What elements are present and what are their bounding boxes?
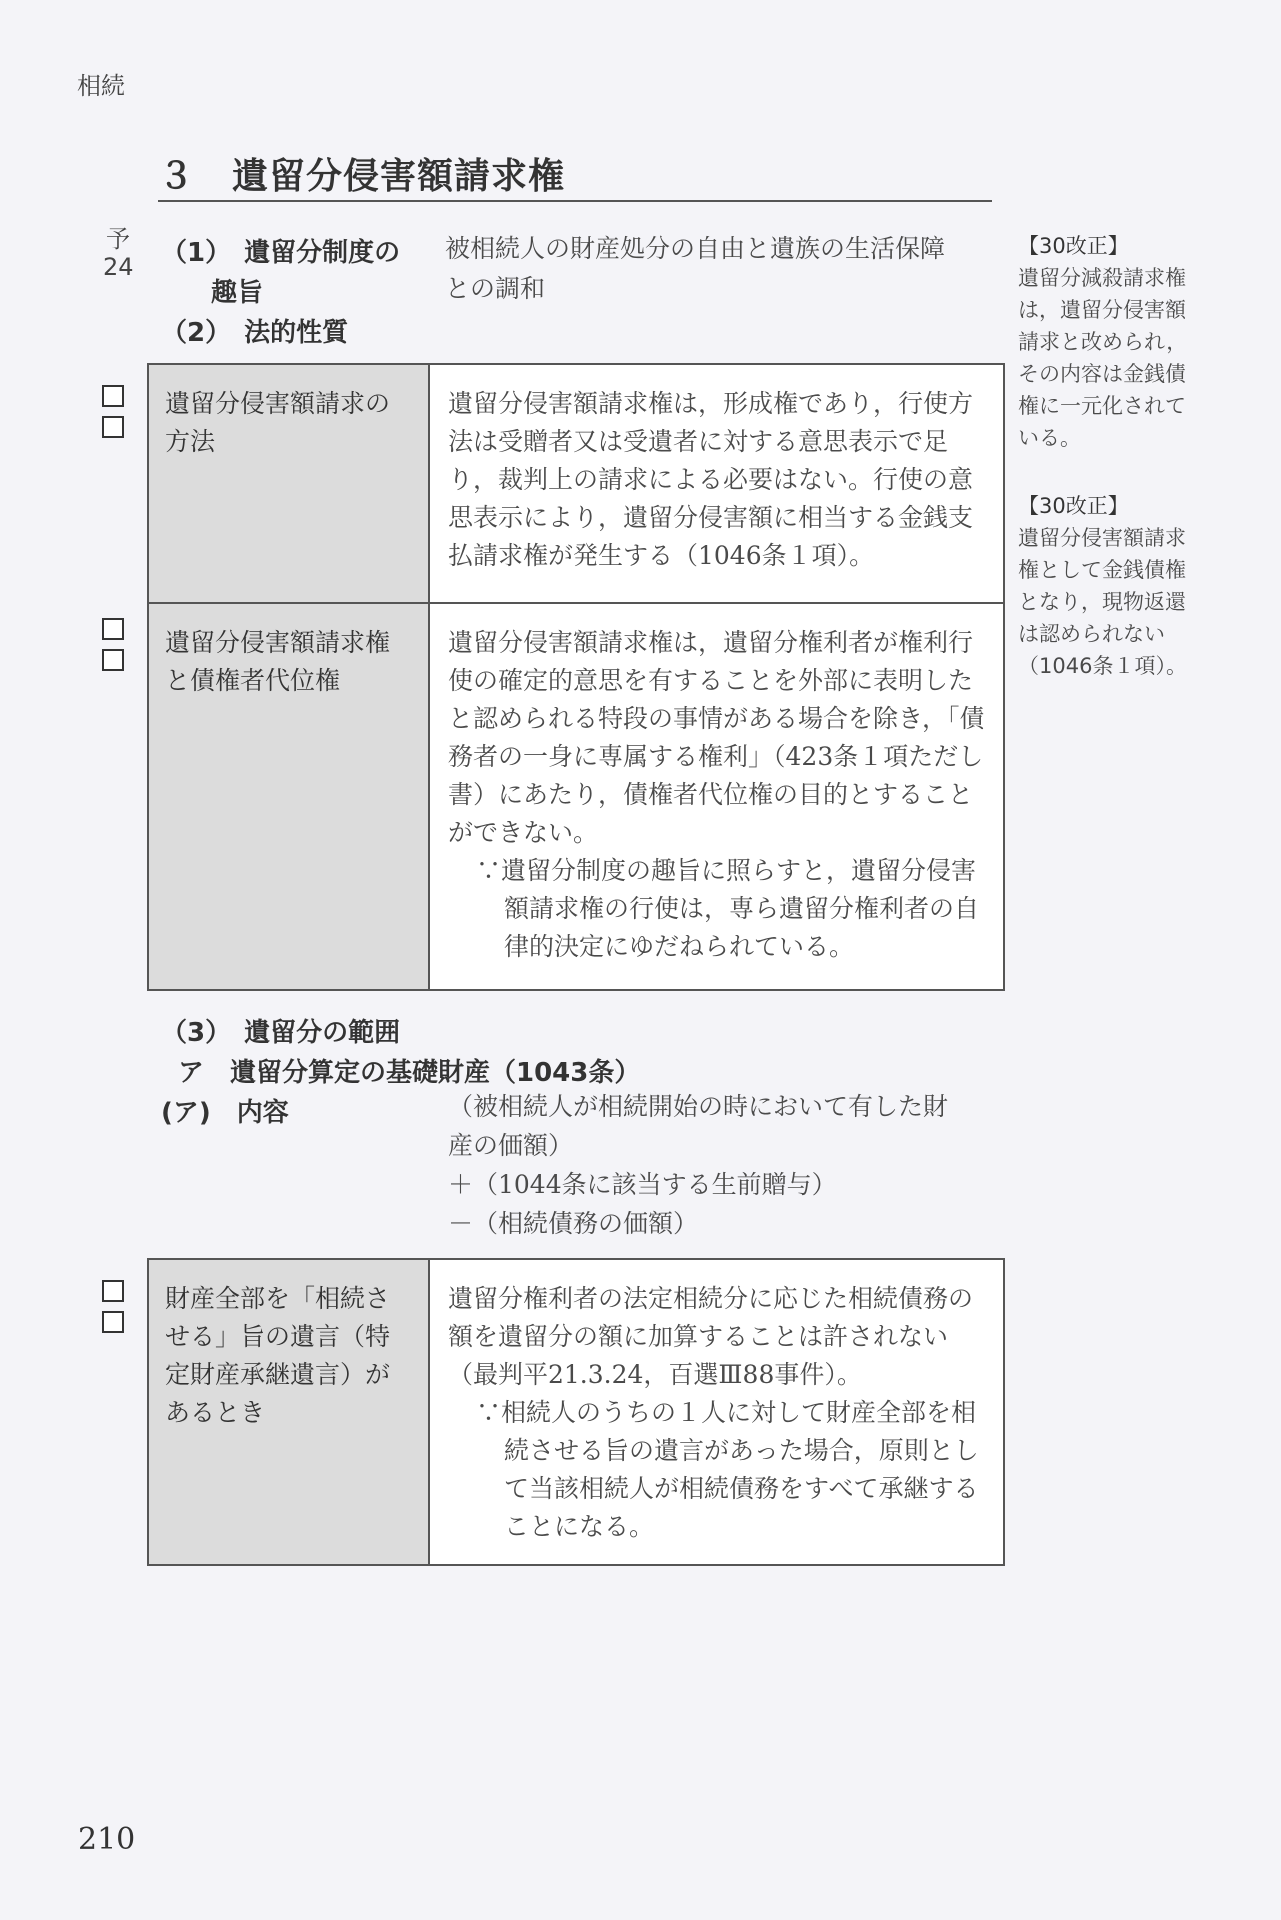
row-content (430, 604, 1003, 989)
formula-line1: （被相続人が相続開始の時において有した財 (448, 1092, 949, 1121)
row-content-reason: ∵遺留分制度の趣旨に照らすと，遺留分侵害額請求権の行使は，専ら遺留分権利者の自律的決定にゆだねられている。 (476, 856, 980, 961)
row-content (430, 1260, 1003, 1564)
item1-text-line1: 被相続人の財産処分の自由と遺族の生活保障 (445, 234, 946, 263)
item1-text-line2: との調和 (445, 274, 546, 303)
table-row (149, 604, 1003, 989)
review-checkbox[interactable] (102, 385, 124, 407)
margin-note-tag: 【30改正】 (1018, 234, 1129, 258)
review-checkbox[interactable] (102, 618, 124, 640)
exam-mark-number: 24 (103, 253, 134, 281)
section-title: ３ 遺留分侵害額請求権 (158, 156, 566, 197)
review-checkbox[interactable] (102, 649, 124, 671)
section-divider (158, 200, 992, 202)
margin-note (1018, 230, 1203, 454)
formula-line2: 産の価額） (448, 1131, 574, 1160)
row-content-main: 遺留分侵害額請求権は，遺留分権利者が権利行使の確定的意思を有することを外部に表明したと認められる特段の事情がある場合を除き，「債務者の一身に専属する権利」（423条１項ただし書）にあたり，債権者代位権の目的とすることができない。 (448, 628, 985, 847)
row-label: 財産全部を「相続させる」旨の遺言（特定財産承継遺言）があるとき (149, 1260, 430, 1564)
checkbox-group-2 (102, 618, 126, 680)
item3-sub-a: ア 遺留分算定の基礎財産（1043条） (178, 1058, 641, 1088)
item3-sub-a1: (ア) 内容 (161, 1098, 289, 1128)
row-content: 遺留分侵害額請求権は，形成権であり，行使方法は受贈者又は受遺者に対する意思表示で足り，裁判上の請求による必要はない。行使の意思表示により，遺留分侵害額に相当する金銭支払請求権が発生する（1046条１項）。 (448, 389, 974, 570)
review-checkbox[interactable] (102, 1280, 124, 1302)
row-label: 遺留分侵害額請求の方法 (149, 365, 430, 602)
scope-table (147, 1258, 1005, 1566)
margin-note-tag: 【30改正】 (1018, 494, 1129, 518)
review-checkbox[interactable] (102, 416, 124, 438)
checkbox-group-3 (102, 1280, 126, 1342)
page-number: 210 (78, 1822, 136, 1857)
table-row (149, 365, 1003, 604)
row-content-reason: ∵相続人のうちの１人に対して財産全部を相続させる旨の遺言があった場合，原則として当該相続人が相続債務をすべて承継することになる。 (476, 1398, 979, 1541)
table-row (149, 1260, 1003, 1564)
margin-note-text: 遺留分減殺請求権は，遺留分侵害額請求と改められ，その内容は金銭債権に一元化されている。 (1018, 266, 1188, 450)
margin-note-text: 遺留分侵害額請求権として金銭債権となり，現物返還は認められない（1046条１項）。 (1018, 526, 1187, 678)
exam-mark (103, 225, 133, 281)
item3-heading: （3） 遺留分の範囲 (161, 1018, 401, 1048)
row-label: 遺留分侵害額請求権と債権者代位権 (149, 604, 430, 989)
running-header: 相続 (77, 72, 125, 100)
property-table (147, 363, 1005, 991)
row-content-main: 遺留分権利者の法定相続分に応じた相続債務の額を遺留分の額に加算することは許されない（最判平21.3.24，百選Ⅲ88事件）。 (448, 1284, 974, 1389)
item1-heading-line2: 趣旨 (211, 278, 264, 308)
margin-note (1018, 490, 1203, 682)
formula-line4: －（相続債務の価額） (448, 1209, 699, 1238)
item1-heading-line1: （1） 遺留分制度の (161, 238, 401, 268)
item2-heading: （2） 法的性質 (161, 318, 349, 348)
formula-line3: ＋（1044条に該当する生前贈与） (448, 1170, 837, 1199)
review-checkbox[interactable] (102, 1311, 124, 1333)
checkbox-group-1 (102, 385, 126, 447)
exam-mark-kanji: 予 (106, 225, 130, 253)
